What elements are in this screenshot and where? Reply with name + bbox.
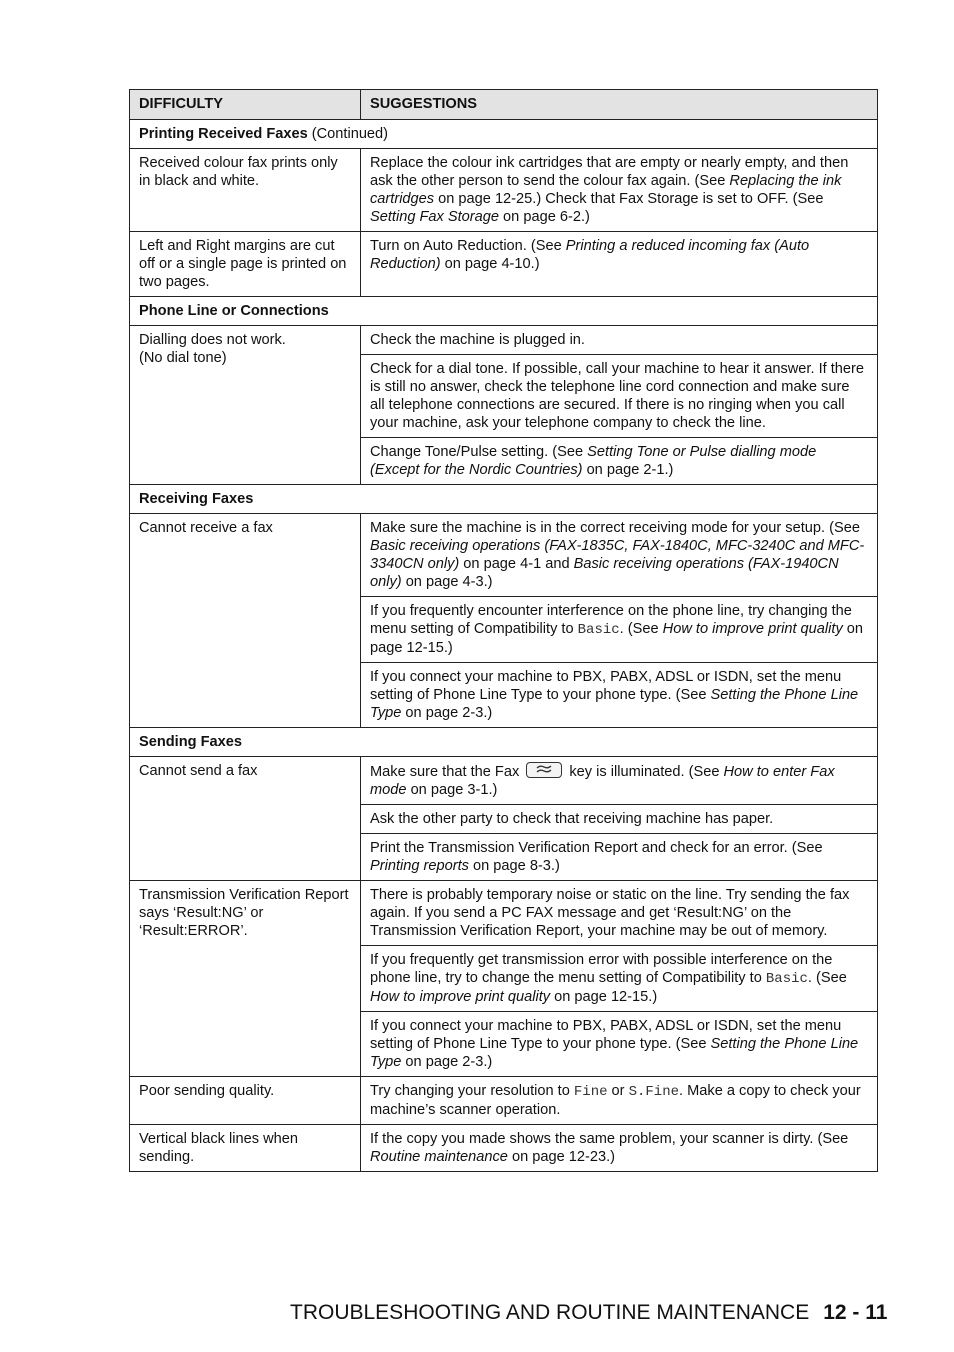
- section-title: Printing Received Faxes: [139, 126, 308, 142]
- suggestion-cell: Print the Transmission Verification Report and check for an error. (See Printing reports on page 8-3.): [361, 834, 878, 881]
- difficulty-cell: Poor sending quality.: [130, 1077, 361, 1125]
- difficulty-cell: Cannot send a fax: [130, 757, 361, 881]
- header-difficulty: DIFFICULTY: [130, 90, 361, 120]
- difficulty-cell: Cannot receive a fax: [130, 514, 361, 728]
- table-row: [130, 1125, 878, 1172]
- difficulty-cell: Received colour fax prints only in black and white.: [130, 149, 361, 232]
- reference-link: Basic receiving operations (FAX-1835C, FAX-1840C, MFC-3240C and MFC-3340CN only): [370, 538, 865, 572]
- suggestion-cell: If the copy you made shows the same problem, your scanner is dirty. (See Routine maintenance on page 12-23.): [361, 1125, 878, 1172]
- difficulty-cell: Transmission Verification Report says ‘Result:NG’ or ‘Result:ERROR’.: [130, 881, 361, 1077]
- reference-link: How to enter Fax mode: [370, 764, 835, 798]
- reference-link: Basic receiving operations (FAX-1940CN only): [370, 556, 839, 590]
- suggestion-cell: Turn on Auto Reduction. (See Printing a reduced incoming fax (Auto Reduction) on page 4-10.): [361, 232, 878, 297]
- reference-link: How to improve print quality: [370, 989, 551, 1005]
- table-row: [130, 232, 878, 297]
- suggestion-cell: Check for a dial tone. If possible, call your machine to hear it answer. If there is still no answer, check the telephone line cord connection and make sure all telephone connections are secured. If there is no ringing when you call your machine, ask your telephone company to check the line.: [361, 355, 878, 438]
- menu-value: Basic: [765, 971, 808, 987]
- menu-value: Basic: [577, 622, 620, 638]
- reference-link: How to improve print quality: [662, 621, 843, 637]
- reference-link: Setting Tone or Pulse dialling mode (Except for the Nordic Countries): [370, 444, 817, 478]
- suggestion-cell: Replace the colour ink cartridges that are empty or nearly empty, and then ask the other person to send the colour fax again. (See Replacing the ink cartridges on page 12-25.) Check that Fax Storage is set to OFF. (See Setting Fax Storage on page 6-2.): [361, 149, 878, 232]
- table-row: [130, 881, 878, 946]
- page-footer: [290, 1300, 888, 1326]
- suggestion-cell: If you connect your machine to PBX, PABX, ADSL or ISDN, set the menu setting of Phone Line Type to your phone type. (See Setting the Phone Line Type on page 2-3.): [361, 663, 878, 728]
- suggestion-cell: If you frequently encounter interference on the phone line, try changing the menu setting of Compatibility to Basic. (See How to improve print quality on page 12-15.): [361, 597, 878, 663]
- page-number: 12 - 11: [823, 1301, 888, 1324]
- difficulty-cell: Dialling does not work. (No dial tone): [130, 326, 361, 485]
- difficulty-cell: Left and Right margins are cut off or a single page is printed on two pages.: [130, 232, 361, 297]
- difficulty-cell: Vertical black lines when sending.: [130, 1125, 361, 1172]
- reference-link: Routine maintenance: [370, 1149, 508, 1165]
- section-sending-faxes: [130, 728, 878, 757]
- section-title: Receiving Faxes: [130, 485, 878, 514]
- table-row: [130, 1077, 878, 1125]
- suggestion-cell: Check the machine is plugged in.: [361, 326, 878, 355]
- chapter-title: TROUBLESHOOTING AND ROUTINE MAINTENANCE: [290, 1301, 810, 1324]
- header-suggestions: SUGGESTIONS: [361, 90, 878, 120]
- suggestion-cell: Change Tone/Pulse setting. (See Setting Tone or Pulse dialling mode (Except for the Nordic Countries) on page 2-1.): [361, 438, 878, 485]
- suggestion-cell: Make sure the machine is in the correct receiving mode for your setup. (See Basic receiving operations (FAX-1835C, FAX-1840C, MFC-3240C and MFC-3340CN only) on page 4-1 and Basic receiving operations (FAX-1940CN only) on page 4-3.): [361, 514, 878, 597]
- suggestion-cell: Ask the other party to check that receiving machine has paper.: [361, 805, 878, 834]
- table-row: [130, 326, 878, 355]
- reference-link: Replacing the ink cartridges: [370, 173, 842, 207]
- table-header-row: [130, 90, 878, 120]
- section-title: Sending Faxes: [130, 728, 878, 757]
- reference-link: Setting the Phone Line Type: [370, 687, 859, 721]
- troubleshooting-table: [129, 89, 878, 1172]
- table-row: [130, 757, 878, 805]
- menu-value: S.Fine: [628, 1084, 680, 1100]
- reference-link: Printing reports: [370, 858, 469, 874]
- section-printing-received-faxes: [130, 120, 878, 149]
- fax-key-icon: [526, 762, 562, 778]
- section-phone-line: [130, 297, 878, 326]
- reference-link: Setting the Phone Line Type: [370, 1036, 859, 1070]
- menu-value: Fine: [573, 1084, 608, 1100]
- suggestion-cell: If you connect your machine to PBX, PABX, ADSL or ISDN, set the menu setting of Phone Line Type to your phone type. (See Setting the Phone Line Type on page 2-3.): [361, 1012, 878, 1077]
- section-title: Phone Line or Connections: [130, 297, 878, 326]
- section-suffix: (Continued): [307, 126, 389, 142]
- reference-link: Printing a reduced incoming fax (Auto Reduction): [370, 238, 810, 272]
- reference-link: Setting Fax Storage: [370, 209, 499, 225]
- suggestion-cell: Try changing your resolution to Fine or S.Fine. Make a copy to check your machine’s scanner operation.: [361, 1077, 878, 1125]
- suggestion-cell: If you frequently get transmission error with possible interference on the phone line, try to change the menu setting of Compatibility to Basic. (See How to improve print quality on page 12-15.): [361, 946, 878, 1012]
- suggestion-cell: There is probably temporary noise or static on the line. Try sending the fax again. If you send a PC FAX message and get ‘Result:NG’ on the Transmission Verification Report, your machine may be out of memory.: [361, 881, 878, 946]
- section-receiving-faxes: [130, 485, 878, 514]
- table-row: [130, 149, 878, 232]
- table-row: [130, 514, 878, 597]
- suggestion-cell: Make sure that the Fax key is illuminated. (See How to enter Fax mode on page 3-1.): [361, 757, 878, 805]
